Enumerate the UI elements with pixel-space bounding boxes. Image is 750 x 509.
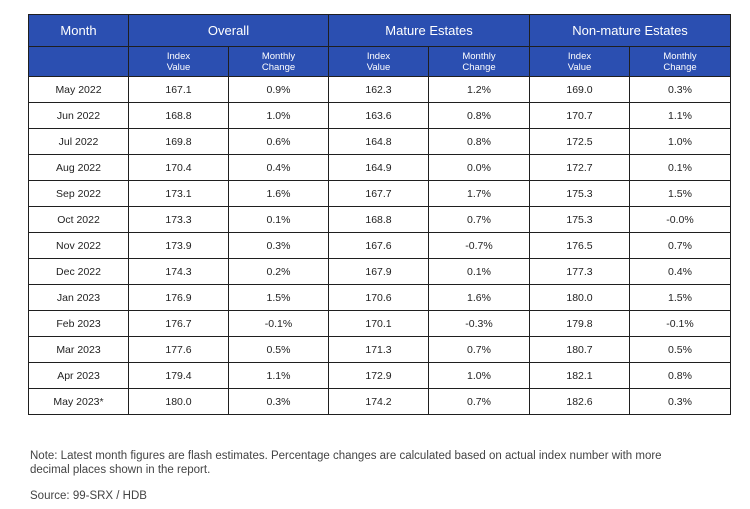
table-row [29, 389, 731, 415]
non-mature-monthly-change-header [630, 47, 731, 77]
non-mature-index-cell: 179.8 [530, 311, 630, 337]
header-sub-row [29, 47, 731, 77]
non-mature-change-cell: 0.4% [630, 259, 731, 285]
sub-header-line: Value [567, 61, 592, 73]
table-row [29, 77, 731, 103]
mature-change-cell: 1.2% [429, 77, 530, 103]
overall-change-cell: 1.6% [229, 181, 329, 207]
table-row [29, 103, 731, 129]
sub-header-line: Index [366, 50, 391, 62]
mature-index-value-header [329, 47, 429, 77]
overall-index-cell: 170.4 [129, 155, 229, 181]
overall-change-cell: 0.1% [229, 207, 329, 233]
month-cell: Aug 2022 [29, 155, 129, 181]
non-mature-index-cell: 176.5 [530, 233, 630, 259]
sub-header-line: Monthly [663, 50, 697, 62]
mature-change-cell: -0.3% [429, 311, 530, 337]
month-sub-header-blank [29, 47, 129, 77]
sub-header-line: Value [166, 61, 191, 73]
month-cell: Oct 2022 [29, 207, 129, 233]
mature-change-cell: 0.7% [429, 337, 530, 363]
overall-change-cell: 0.3% [229, 233, 329, 259]
overall-change-cell: 0.9% [229, 77, 329, 103]
non-mature-index-cell: 182.1 [530, 363, 630, 389]
overall-change-cell: -0.1% [229, 311, 329, 337]
month-cell: Jul 2022 [29, 129, 129, 155]
month-cell: Dec 2022 [29, 259, 129, 285]
non-mature-index-cell: 180.7 [530, 337, 630, 363]
resale-price-index-table [28, 14, 731, 415]
overall-change-cell: 0.5% [229, 337, 329, 363]
mature-index-cell: 167.7 [329, 181, 429, 207]
mature-change-cell: 0.8% [429, 129, 530, 155]
sub-header-line: Monthly [462, 50, 496, 62]
overall-change-cell: 0.4% [229, 155, 329, 181]
table-row [29, 233, 731, 259]
month-cell: Apr 2023 [29, 363, 129, 389]
non-mature-change-cell: 1.0% [630, 129, 731, 155]
overall-index-cell: 173.1 [129, 181, 229, 207]
mature-index-cell: 170.1 [329, 311, 429, 337]
month-cell: Jan 2023 [29, 285, 129, 311]
mature-index-cell: 170.6 [329, 285, 429, 311]
overall-change-cell: 0.2% [229, 259, 329, 285]
non-mature-change-cell: 1.5% [630, 285, 731, 311]
table-row [29, 337, 731, 363]
month-cell: Mar 2023 [29, 337, 129, 363]
mature-index-cell: 167.9 [329, 259, 429, 285]
overall-index-cell: 179.4 [129, 363, 229, 389]
sub-header-line: Monthly [261, 50, 296, 62]
table-row [29, 155, 731, 181]
non-mature-change-cell: 0.7% [630, 233, 731, 259]
overall-index-cell: 176.7 [129, 311, 229, 337]
mature-index-cell: 163.6 [329, 103, 429, 129]
overall-group-header: Overall [129, 15, 329, 47]
overall-index-cell: 173.9 [129, 233, 229, 259]
overall-index-cell: 174.3 [129, 259, 229, 285]
mature-change-cell: 0.7% [429, 389, 530, 415]
non-mature-change-cell: 0.5% [630, 337, 731, 363]
month-cell: May 2023* [29, 389, 129, 415]
month-cell: Nov 2022 [29, 233, 129, 259]
non-mature-index-cell: 170.7 [530, 103, 630, 129]
month-cell: Sep 2022 [29, 181, 129, 207]
mature-change-cell: -0.7% [429, 233, 530, 259]
non-mature-index-cell: 177.3 [530, 259, 630, 285]
table-body [29, 77, 731, 415]
header-group-row [29, 15, 731, 47]
table-row [29, 285, 731, 311]
mature-index-cell: 172.9 [329, 363, 429, 389]
mature-change-cell: 1.0% [429, 363, 530, 389]
non-mature-index-value-header [530, 47, 630, 77]
table-row [29, 259, 731, 285]
mature-index-cell: 168.8 [329, 207, 429, 233]
table-row [29, 129, 731, 155]
non-mature-change-cell: -0.0% [630, 207, 731, 233]
mature-estates-group-header: Mature Estates [329, 15, 530, 47]
table-row [29, 207, 731, 233]
non-mature-index-cell: 175.3 [530, 207, 630, 233]
sub-header-line: Change [663, 61, 697, 73]
non-mature-estates-group-header: Non-mature Estates [530, 15, 731, 47]
overall-index-cell: 168.8 [129, 103, 229, 129]
overall-index-cell: 167.1 [129, 77, 229, 103]
non-mature-index-cell: 172.5 [530, 129, 630, 155]
overall-change-cell: 1.5% [229, 285, 329, 311]
mature-change-cell: 0.0% [429, 155, 530, 181]
overall-change-cell: 0.3% [229, 389, 329, 415]
overall-change-cell: 1.0% [229, 103, 329, 129]
table-row [29, 181, 731, 207]
sub-header-line: Index [567, 50, 592, 62]
overall-index-cell: 173.3 [129, 207, 229, 233]
non-mature-change-cell: 1.5% [630, 181, 731, 207]
mature-index-cell: 174.2 [329, 389, 429, 415]
sub-header-line: Value [366, 61, 391, 73]
mature-change-cell: 1.7% [429, 181, 530, 207]
overall-monthly-change-header [229, 47, 329, 77]
overall-index-cell: 176.9 [129, 285, 229, 311]
non-mature-change-cell: -0.1% [630, 311, 731, 337]
non-mature-change-cell: 0.1% [630, 155, 731, 181]
non-mature-index-cell: 175.3 [530, 181, 630, 207]
non-mature-index-cell: 182.6 [530, 389, 630, 415]
overall-index-cell: 180.0 [129, 389, 229, 415]
month-column-header: Month [29, 15, 129, 47]
overall-change-cell: 1.1% [229, 363, 329, 389]
month-cell: Feb 2023 [29, 311, 129, 337]
month-cell: Jun 2022 [29, 103, 129, 129]
sub-header-line: Index [166, 50, 191, 62]
mature-index-cell: 167.6 [329, 233, 429, 259]
non-mature-index-cell: 169.0 [530, 77, 630, 103]
mature-index-cell: 164.9 [329, 155, 429, 181]
overall-change-cell: 0.6% [229, 129, 329, 155]
month-cell: May 2022 [29, 77, 129, 103]
non-mature-change-cell: 0.8% [630, 363, 731, 389]
non-mature-index-cell: 180.0 [530, 285, 630, 311]
mature-monthly-change-header [429, 47, 530, 77]
non-mature-change-cell: 0.3% [630, 77, 731, 103]
non-mature-change-cell: 1.1% [630, 103, 731, 129]
mature-index-cell: 171.3 [329, 337, 429, 363]
table-header [29, 15, 731, 77]
mature-index-cell: 164.8 [329, 129, 429, 155]
sub-header-line: Change [261, 61, 296, 73]
overall-index-cell: 177.6 [129, 337, 229, 363]
sub-header-line: Change [462, 61, 496, 73]
mature-change-cell: 0.1% [429, 259, 530, 285]
overall-index-cell: 169.8 [129, 129, 229, 155]
mature-index-cell: 162.3 [329, 77, 429, 103]
mature-change-cell: 1.6% [429, 285, 530, 311]
table-row [29, 311, 731, 337]
mature-change-cell: 0.7% [429, 207, 530, 233]
overall-index-value-header [129, 47, 229, 77]
mature-change-cell: 0.8% [429, 103, 530, 129]
source-credit: Source: 99-SRX / HDB [30, 490, 147, 502]
table-row [29, 363, 731, 389]
non-mature-change-cell: 0.3% [630, 389, 731, 415]
non-mature-index-cell: 172.7 [530, 155, 630, 181]
footnote: Note: Latest month figures are flash estimates. Percentage changes are calculated based on actual index number with more decimal places shown in the report. [30, 450, 662, 476]
